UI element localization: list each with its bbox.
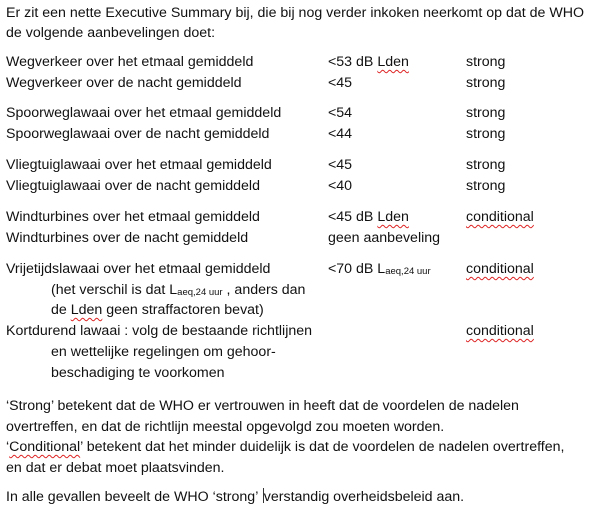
source-label: Spoorweglawaai over het etmaal gemiddeld [6, 105, 282, 121]
recommendation-row-road-day [6, 52, 596, 72]
limit-value: <45 [328, 75, 353, 91]
strength-label: strong [466, 54, 506, 70]
strength-label: strong [466, 105, 506, 121]
limit-value: geen aanbeveling [328, 230, 441, 246]
recommendation-row-short-noise [6, 321, 596, 341]
source-label: Vrijetijdslawaai over het etmaal gemiddeld [6, 261, 271, 277]
strength-label: strong [466, 157, 506, 173]
source-label: Windturbines over het etmaal gemiddeld [6, 209, 260, 225]
recommendation-row-aircraft-night [6, 176, 596, 196]
intro-paragraph: Er zit een nette Executive Summary bij, die bij nog verder inkoken neerkomt op dat de WHO de volgende aanbevelingen doet: [6, 5, 585, 41]
limit-value: <53 dB Lden [328, 54, 409, 70]
recommendation-row-aircraft-day [6, 155, 596, 175]
recommendation-row-wind-night [6, 228, 596, 248]
strength-label: conditional [466, 209, 534, 225]
recommendation-row-leisure-day [6, 259, 596, 279]
limit-value: <70 dB $L_{aeq,24 uur}$ [328, 261, 431, 277]
source-label: Spoorweglawaai over de nacht gemiddeld [6, 126, 270, 142]
source-label: Windturbines over de nacht gemiddeld [6, 230, 249, 246]
strength-label: conditional [466, 323, 534, 339]
limit-value: <44 [328, 126, 353, 142]
recommendation-row-rail-night [6, 124, 596, 144]
source-label: Vliegtuiglawaai over de nacht gemiddeld [6, 178, 260, 194]
recommendation-row-rail-day [6, 103, 596, 123]
recommendation-row-wind-day [6, 207, 596, 227]
spellcheck-word: Lden [70, 302, 103, 318]
leisure-note-line-2: de Lden geen straffactoren bevat) [51, 302, 264, 318]
leisure-note-line-1: (het verschil is dat $L_{aeq,24 uur}$ , anders dan [51, 282, 306, 298]
limit-value: <45 [328, 157, 353, 173]
source-label: Wegverkeer over de nacht gemiddeld [6, 75, 242, 91]
limit-value: <45 dB Lden [328, 209, 409, 225]
strength-label: strong [466, 75, 506, 91]
strength-label: strong [466, 178, 506, 194]
conditional-definition-line-2: en dat er debat moet plaatsvinden. [6, 460, 225, 476]
source-label: Wegverkeer over het etmaal gemiddeld [6, 54, 254, 70]
source-label: Kortdurend lawaai : volg de bestaande richtlijnen [6, 323, 313, 339]
source-label: Vliegtuiglawaai over het etmaal gemiddeld [6, 157, 272, 173]
spellcheck-word: Lden [377, 209, 409, 225]
conditional-definition-line-1: ‘Conditional’ betekent dat het minder duidelijk is dat de voordelen de nadelen overtreffen, [6, 439, 565, 455]
recommendation-row-road-night [6, 73, 596, 93]
short-noise-line-2: en wettelijke regelingen om gehoor- [51, 344, 276, 360]
strength-label: conditional [466, 261, 534, 277]
short-noise-line-3: beschadiging te voorkomen [51, 365, 225, 381]
spellcheck-word: Lden [377, 54, 409, 70]
strength-label: strong [466, 126, 506, 142]
closing-paragraph[interactable]: In alle gevallen beveelt de WHO ‘strong’ verstandig overheidsbeleid aan. [6, 489, 465, 505]
strong-definition-line-2: overtreffen, en dat de richtlijn meestal opgevolgd zou moeten worden. [6, 419, 445, 435]
strong-definition-line-1: ‘Strong’ betekent dat de WHO er vertrouwen in heeft dat de voordelen de nadelen [6, 398, 519, 414]
spellcheck-word: Conditional [9, 439, 81, 455]
limit-value: <40 [328, 178, 353, 194]
limit-value: <54 [328, 105, 353, 121]
